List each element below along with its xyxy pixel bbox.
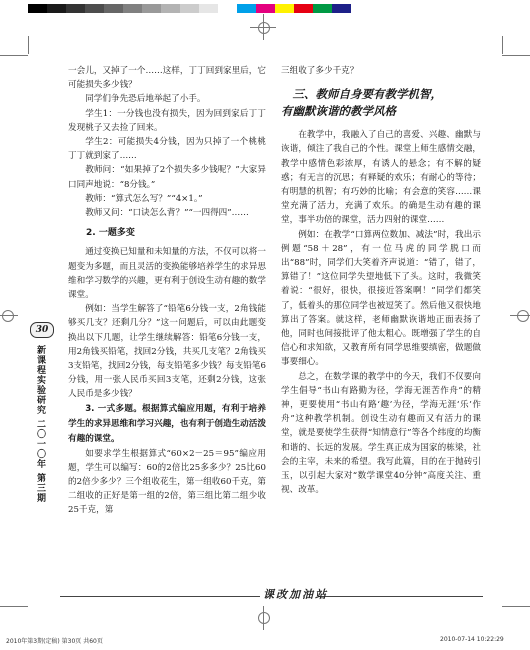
crop-mark <box>502 55 530 56</box>
paragraph: 例如：在教学“口算两位数加、减法”时，我出示例题“58＋28”，有一位马虎的同学脱口而出“88”时，同学们大笑着齐声说道：“错了，错了，算错了！”这位同学失望地低下了头。这时，我微笑着说：“很好，很快，很接近答案啊！”同学们都笑了，低着头的那位同学也被逗笑了。然后他又很快地算出了答案。就这样，老师幽默诙谐地正面表扬了他，同时也间接批评了他太粗心。既增强了学生的自信心和求知欲，又教育所有同学思维要缜密，做题做事要细心。 <box>281 229 481 368</box>
crop-mark <box>502 36 503 54</box>
color-swatch <box>332 4 351 13</box>
color-swatch <box>180 4 199 13</box>
right-column <box>281 64 481 497</box>
registration-mark <box>2 310 14 322</box>
color-swatch <box>294 4 313 13</box>
color-swatch <box>237 4 256 13</box>
registration-mark <box>517 310 529 322</box>
paragraph: 如要求学生根据算式“60×2－25＝95”编应用题，学生可以编写：60的2倍比25多多少？25比60的2倍少多少？三个组收花生，第一组收60千克，第二组收的正好是第一组的2倍，第三组比第二组少收25千克，第 <box>68 448 266 516</box>
footer-rule <box>318 596 483 597</box>
crop-mark <box>502 606 530 607</box>
color-swatch <box>142 4 161 13</box>
crop-mark <box>0 606 28 607</box>
color-swatch <box>256 4 275 13</box>
footer-rule <box>60 596 260 597</box>
paragraph: 一会儿，又掉了一个……这样，丁丁回到家里后，它可能损失多少钱？ <box>68 66 266 91</box>
bold-subheading: 3. 一式多题。根据算式编应用题，有利于培养学生的求异思维和学习兴趣，也有利于创造生动活泼有趣的课堂。 <box>68 403 266 444</box>
print-color-bar <box>28 4 351 13</box>
paragraph: 在教学中，我融入了自己的喜爱、兴趣、幽默与诙谐，倾注了我自己的个性。课堂上师生感情交融，教学中感情色彩浓厚，有诱人的悬念；有不解的疑惑；有无言的沉思；有释疑的欢乐；有耐心的等待；有明慧的机智；有巧妙的比喻；有会意的笑容……课堂充满了活力，充满了欢乐。的确是生动有趣的课堂，事半功倍的课堂，活力四射的课堂…… <box>281 130 481 226</box>
color-swatch <box>47 4 66 13</box>
paragraph: 教师问：“如果掉了2个损失多少钱呢？”大家异口同声地说：“8分钱。” <box>68 165 266 190</box>
paragraph: 学生1：一分钱也没有损失，因为回到家后丁丁发现桃子又去捡了回来。 <box>68 108 266 133</box>
color-swatch <box>161 4 180 13</box>
paragraph: 通过变换已知量和未知量的方法，不仅可以将一题变为多题，而且灵活的变换能够培养学生的求异思维和学习数学的兴趣，更有利于创设生动有趣的数学课堂。 <box>68 247 266 301</box>
registration-mark <box>258 22 270 34</box>
color-swatch <box>218 4 237 13</box>
color-swatch <box>313 4 332 13</box>
left-column <box>68 64 266 518</box>
column-logo: 课改加油站 <box>263 588 328 601</box>
crop-mark <box>0 55 28 56</box>
crop-mark <box>263 606 264 630</box>
color-swatch <box>85 4 104 13</box>
print-slug-date: 2010-07-14 10:22:29 <box>440 636 504 643</box>
crop-mark <box>250 27 276 28</box>
color-swatch <box>199 4 218 13</box>
registration-mark <box>258 612 270 624</box>
paragraph: 总之，在数学课的教学中的今天，我们不仅要向学生倡导“书山有路勤为径，学海无涯苦作舟”的精神，更要使用“书山有路‘趣’为径，学海无涯‘乐’作舟”这种教学机制。创设生动有趣而又有活力的课堂，就是要使学生获得“知情意行”等各个纬度的均衡和谐的、长远的发展。学生真正成为国家的栋梁，社会的主宰，未来的希望。我写此篇，目的在于抛砖引玉，以引起大家对“数学课堂40分钟”高度关注、重视、改革。 <box>281 371 481 496</box>
subheading: 2. 一题多变 <box>86 228 135 239</box>
paragraph: 教师又问：“口诀怎么背？”“一四得四”…… <box>85 208 249 219</box>
page-number: 30 <box>30 322 54 338</box>
crop-mark <box>0 315 18 316</box>
section-title-line2: 有幽默诙谐的教学风格 <box>281 104 396 119</box>
paragraph: 学生2：可能损失4分钱，因为只掉了一个桃桃丁丁就到家了…… <box>68 137 266 162</box>
paragraph: 三组收了多少千克？ <box>281 66 359 76</box>
print-slug: 2010年第3期(定稿) 第30页 共60页 <box>6 638 103 645</box>
crop-mark <box>510 315 530 316</box>
paragraph: 同学们争先恐后地举起了小手。 <box>85 94 206 105</box>
crop-mark <box>28 36 29 54</box>
color-swatch <box>104 4 123 13</box>
color-swatch <box>123 4 142 13</box>
color-swatch <box>28 4 47 13</box>
color-swatch <box>275 4 294 13</box>
color-swatch <box>66 4 85 13</box>
paragraph: 教师：“算式怎么写？”“4×1。” <box>85 193 203 204</box>
journal-name: 新课程实验研究 二〇一〇年 第三期 <box>35 345 45 504</box>
paragraph: 例如：当学生解答了“铅笔6分钱一支，2角钱能够买几支？还剩几分？”这一问题后，可以由此题变换出以下几题，让学生继续解答：铅笔6分钱一支，用2角钱买铅笔，找回2分钱，共买几支笔？2角钱买3支铅笔，找回2分钱，每支铅笔多少钱？每支铅笔6分钱，用一张人民币买回3支笔，还剩2分钱，这张人民币是多少钱？ <box>68 304 266 400</box>
section-title: 三、教师自身要有教学机智， <box>292 87 442 102</box>
